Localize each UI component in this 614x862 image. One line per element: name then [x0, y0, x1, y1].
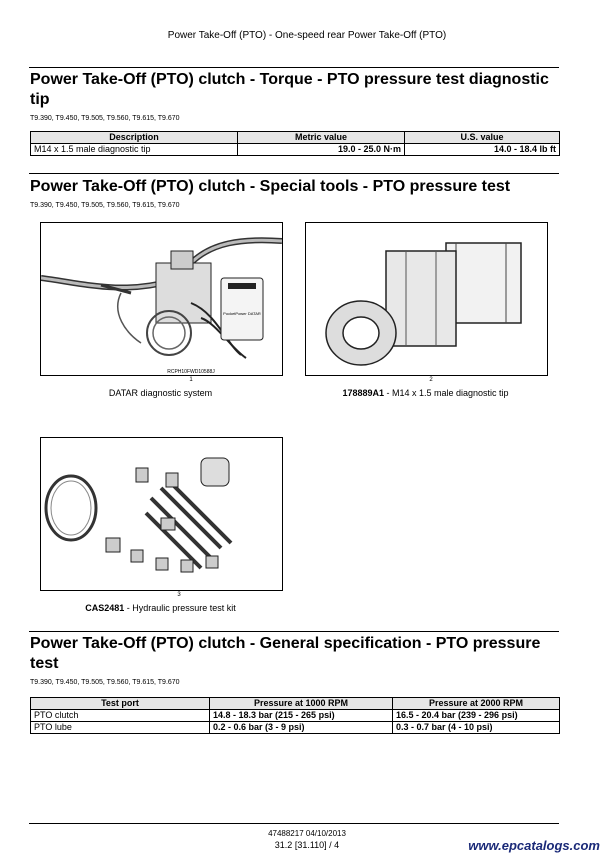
tip-illustration: [306, 223, 547, 375]
cell: 14.0 - 18.4 lb ft: [405, 144, 560, 156]
caption-part-number: 178889A1: [342, 388, 384, 398]
col-pressure-2000: Pressure at 2000 RPM: [393, 698, 560, 710]
figure-hydraulic-kit: [40, 437, 283, 591]
cell: 19.0 - 25.0 N·m: [238, 144, 405, 156]
figure-number: 2: [429, 377, 433, 383]
table-row: [31, 710, 560, 722]
section-rule: [29, 173, 559, 174]
figure-caption: [305, 388, 546, 398]
watermark: www.epcatalogs.com: [468, 838, 600, 853]
section-title-special-tools: Power Take-Off (PTO) clutch - Special tools - PTO pressure test: [30, 178, 511, 195]
figure-caption: [40, 603, 281, 613]
figure-caption: [40, 388, 281, 398]
model-list: T9.390, T9.450, T9.505, T9.560, T9.615, T9.670: [30, 115, 180, 122]
col-pressure-1000: Pressure at 1000 RPM: [210, 698, 393, 710]
cell: 16.5 - 20.4 bar (239 - 296 psi): [393, 710, 560, 722]
figure-code: RCPH10FWD10588J: [167, 369, 215, 375]
caption-text: - M14 x 1.5 male diagnostic tip: [383, 388, 509, 398]
figure-datar-system: [40, 222, 283, 376]
page-header-title: Power Take-Off (PTO) - One-speed rear Power Take-Off (PTO): [167, 30, 447, 41]
pressure-table: [30, 697, 560, 734]
caption-part-number: CAS2481: [85, 603, 125, 613]
section-title-general-spec: Power Take-Off (PTO) clutch - General specification - PTO pressure test: [30, 635, 541, 672]
table-header-row: [31, 132, 560, 144]
col-test-port: Test port: [31, 698, 210, 710]
figure-number: 1: [189, 377, 193, 383]
cell: 14.8 - 18.3 bar (215 - 265 psi): [210, 710, 393, 722]
cell: PTO lube: [31, 722, 210, 734]
section-rule: [29, 631, 559, 632]
datar-illustration: [41, 223, 282, 375]
model-list: T9.390, T9.450, T9.505, T9.560, T9.615, T9.670: [30, 679, 180, 686]
model-list: T9.390, T9.450, T9.505, T9.560, T9.615, T9.670: [30, 202, 180, 209]
table-row: [31, 722, 560, 734]
table-header-row: [31, 698, 560, 710]
section-rule: [29, 67, 559, 68]
footer-rule: [29, 823, 559, 824]
cell: PTO clutch: [31, 710, 210, 722]
caption-text: DATAR diagnostic system: [108, 388, 213, 398]
footer-doc-id: 47488217 04/10/2013: [268, 829, 346, 838]
footer-page-number: 31.2 [31.110] / 4: [274, 840, 340, 850]
figure-diagnostic-tip: [305, 222, 548, 376]
cell: 0.3 - 0.7 bar (4 - 10 psi): [393, 722, 560, 734]
table-row: [31, 144, 560, 156]
cell: M14 x 1.5 male diagnostic tip: [31, 144, 238, 156]
col-metric: Metric value: [238, 132, 405, 144]
col-description: Description: [31, 132, 238, 144]
col-us: U.S. value: [405, 132, 560, 144]
device-label: PocketPower DATAR: [223, 311, 261, 316]
figure-number: 3: [177, 592, 181, 598]
cell: 0.2 - 0.6 bar (3 - 9 psi): [210, 722, 393, 734]
caption-text: - Hydraulic pressure test kit: [124, 603, 236, 613]
section-title-torque: Power Take-Off (PTO) clutch - Torque - PTO pressure test diagnostic tip: [30, 71, 549, 108]
kit-illustration: [41, 438, 282, 590]
torque-table: [30, 131, 560, 156]
